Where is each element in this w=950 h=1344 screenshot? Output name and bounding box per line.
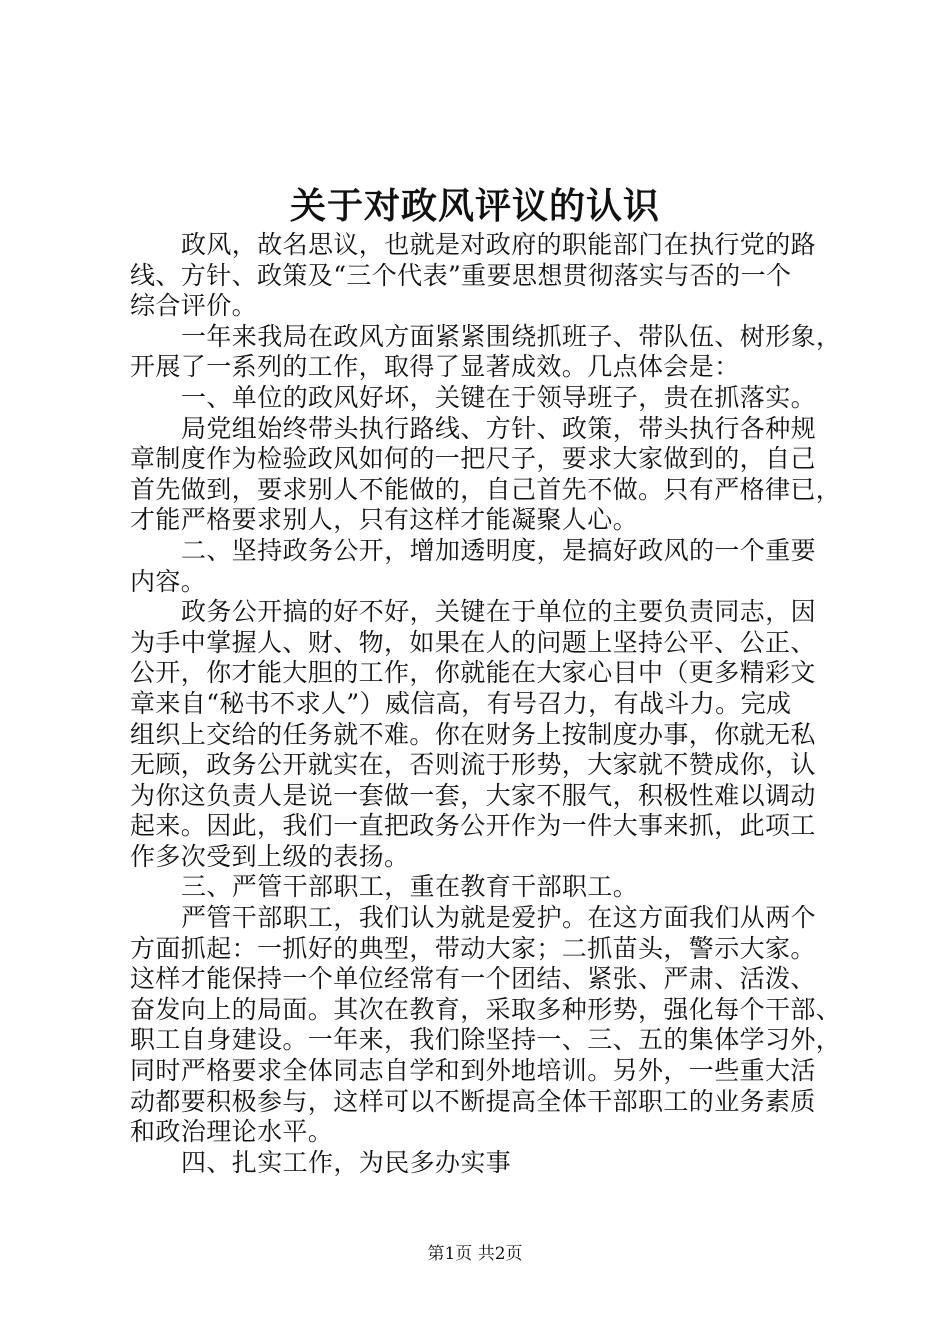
body-text-line: 开展了一系列的工作，取得了显著成效。几点体会是： <box>130 352 740 382</box>
body-text-line: 公开，你才能大胆的工作，你就能在大家心目中（更多精彩文 <box>130 658 816 688</box>
body-text-line: 职工自身建设。一年来，我们除坚持一、三、五的集体学习外， <box>130 1025 842 1055</box>
body-text-line: 局党组始终带头执行路线、方针、政策，带头执行各种规 <box>181 413 817 443</box>
body-text-line: 奋发向上的局面。其次在教育，采取多种形势，强化每个干部、 <box>130 994 842 1024</box>
body-text-line: 方面抓起：一抓好的典型，带动大家；二抓苗头，警示大家。 <box>130 933 816 963</box>
body-text-line: 和政治理论水平。 <box>130 1117 334 1147</box>
body-text-line: 政务公开搞的好不好，关键在于单位的主要负责同志，因 <box>181 597 817 627</box>
page-indicator: 第1页 共2页 <box>427 1244 523 1264</box>
body-text-line: 二、坚持政务公开，增加透明度，是搞好政风的一个重要 <box>181 535 817 565</box>
body-text-line: 四、扎实工作，为民多办实事 <box>181 1147 512 1177</box>
body-text-line: 政风，故名思议，也就是对政府的职能部门在执行党的路 <box>181 230 817 259</box>
body-text-line: 这样才能保持一个单位经常有一个团结、紧张、严肃、活泼、 <box>130 964 816 994</box>
body-text-line: 三、严管干部职工，重在教育干部职工。 <box>181 872 639 902</box>
body-text-line: 章来自“秘书不求人”）威信高，有号召力，有战斗力。完成 <box>130 688 792 718</box>
document-title: 关于对政风评议的认识 <box>289 185 660 227</box>
body-text-line: 才能严格要求别人，只有这样才能凝聚人心。 <box>130 505 639 535</box>
body-text-line: 综合评价。 <box>130 291 258 321</box>
body-text-line: 组织上交给的任务就不难。你在财务上按制度办事，你就无私 <box>130 719 816 749</box>
body-text-line: 为手中掌握人、财、物，如果在人的问题上坚持公平、公正、 <box>130 627 816 657</box>
body-text-line: 无顾，政务公开就实在，否则流于形势，大家就不赞成你，认 <box>130 750 816 780</box>
body-text-line: 线、方针、政策及“三个代表”重要思想贯彻落实与否的一个 <box>130 260 792 290</box>
body-text-line: 严管干部职工，我们认为就是爱护。在这方面我们从两个 <box>181 903 817 933</box>
body-text-line: 一、单位的政风好坏，关键在于领导班子，贵在抓落实。 <box>181 382 817 412</box>
body-text-line: 一年来我局在政风方面紧紧围绕抓班子、带队伍、树形象， <box>181 321 842 351</box>
body-text-line: 内容。 <box>130 566 207 596</box>
body-text-line: 起来。因此，我们一直把政务公开作为一件大事来抓，此项工 <box>130 811 816 841</box>
body-text-line: 首先做到，要求别人不能做的，自己首先不做。只有严格律已， <box>130 474 842 504</box>
body-text-line: 章制度作为检验政风如何的一把尺子，要求大家做到的，自己 <box>130 444 816 474</box>
document-body <box>130 230 842 1178</box>
body-text-line: 同时严格要求全体同志自学和到外地培训。另外，一些重大活 <box>130 1056 816 1086</box>
body-text-line: 动都要积极参与，这样可以不断提高全体干部职工的业务素质 <box>130 1086 816 1116</box>
body-text-line: 作多次受到上级的表扬。 <box>130 841 410 871</box>
body-text-line: 为你这负责人是说一套做一套，大家不服气，积极性难以调动 <box>130 780 816 810</box>
